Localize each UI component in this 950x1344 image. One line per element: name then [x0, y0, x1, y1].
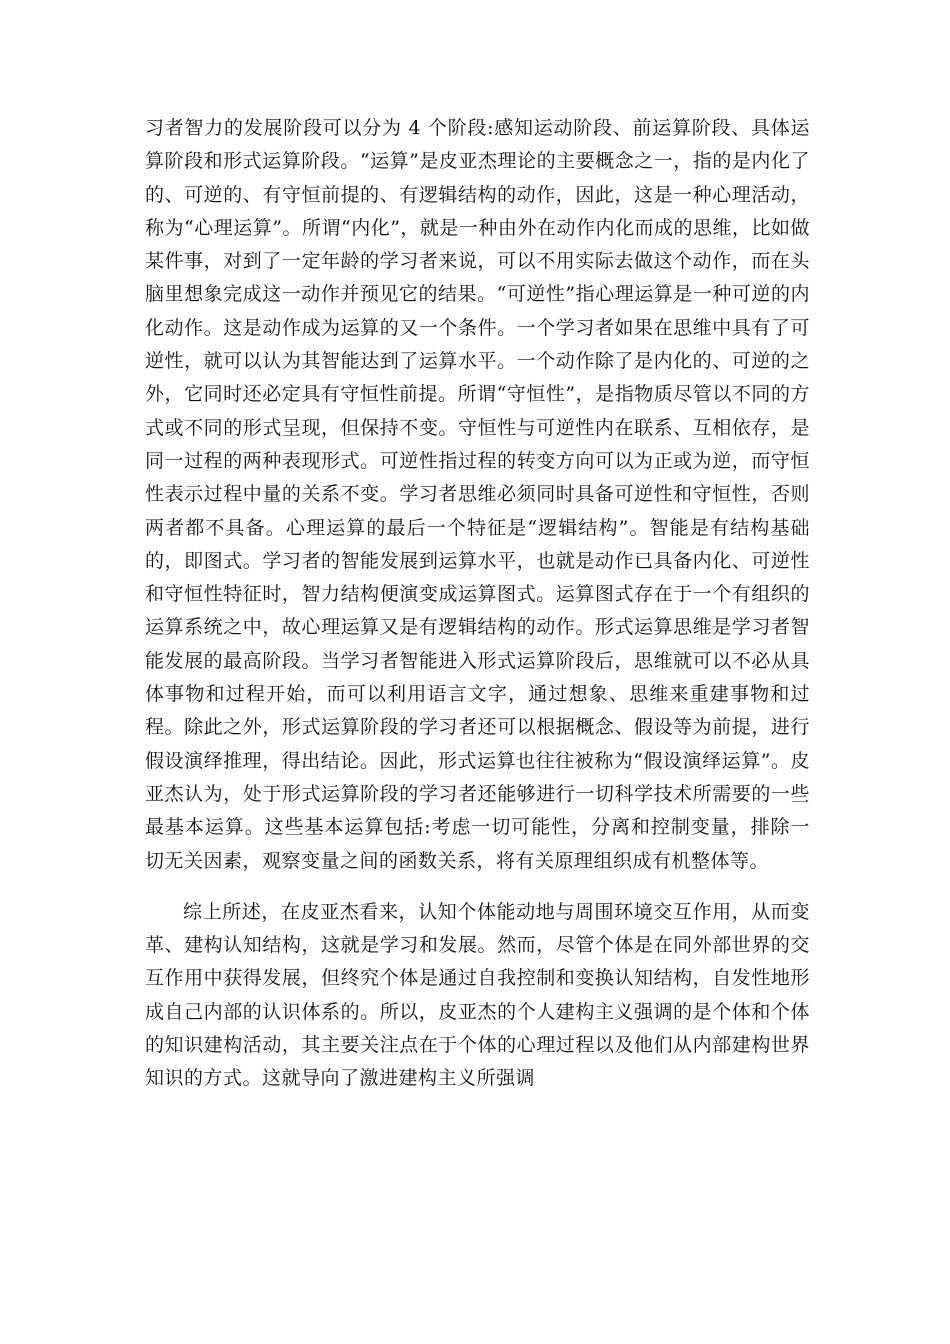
- body-text: [145, 112, 810, 1096]
- paragraph-2: 综上所述，在皮亚杰看来，认知个体能动地与周围环境交互作用，从而变革、建构认知结构，这就是学习和发展。然而，尽管个体是在同外部世界的交互作用中获得发展，但终究个体是通过自我控制和变换认知结构，自发性地形成自己内部的认识体系的。所以，皮亚杰的个人建构主义强调的是个体和个体的知识建构活动，其主要关注点在于个体的心理过程以及他们从内部建构世界知识的方式。这就导向了激进建构主义所强调: [145, 900, 810, 1090]
- paragraph-1: 习者智力的发展阶段可以分为 4 个阶段:感知运动阶段、前运算阶段、具体运算阶段和形式运算阶段。“运算”是皮亚杰理论的主要概念之一，指的是内化了的、可逆的、有守恒前提的、有逻辑结构的动作，因此，这是一种心理活动，称为“心理运算”。所谓“内化”，就是一种由外在动作内化而成的思维，比如做某件事，对到了一定年龄的学习者来说，可以不用实际去做这个动作，而在头脑里想象完成这一动作并预见它的结果。“可逆性”指心理运算是一种可逆的内化动作。这是动作成为运算的又一个条件。一个学习者如果在思维中具有了可逆性，就可以认为其智能达到了运算水平。一个动作除了是内化的、可逆的之外，它同时还必定具有守恒性前提。所谓“守恒性”，是指物质尽管以不同的方式或不同的形式呈现，但保持不变。守恒性与可逆性内在联系、互相依存，是同一过程的两种表现形式。可逆性指过程的转变方向可以为正或为逆，而守恒性表示过程中量的关系不变。学习者思维必须同时具备可逆性和守恒性，否则两者都不具备。心理运算的最后一个特征是“逻辑结构”。智能是有结构基础的，即图式。学习者的智能发展到运算水平，也就是动作已具备内化、可逆性和守恒性特征时，智力结构便演变成运算图式。运算图式存在于一个有组织的运算系统之中，故心理运算又是有逻辑结构的动作。形式运算思维是学习者智能发展的最高阶段。当学习者智能进入形式运算阶段后，思维就可以不必从具体事物和过程开始，而可以利用语言文字，通过想象、思维来重建事物和过程。除此之外，形式运算阶段的学习者还可以根据概念、假设等为前提，进行假设演绎推理，得出结论。因此，形式运算也往往被称为“假设演绎运算”。皮亚杰认为，处于形式运算阶段的学习者还能够进行一切科学技术所需要的一些最基本运算。这些基本运算包括:考虑一切可能性，分离和控制变量，排除一切无关因素，观察变量之间的函数关系，将有关原理组织成有机整体等。: [145, 117, 810, 872]
